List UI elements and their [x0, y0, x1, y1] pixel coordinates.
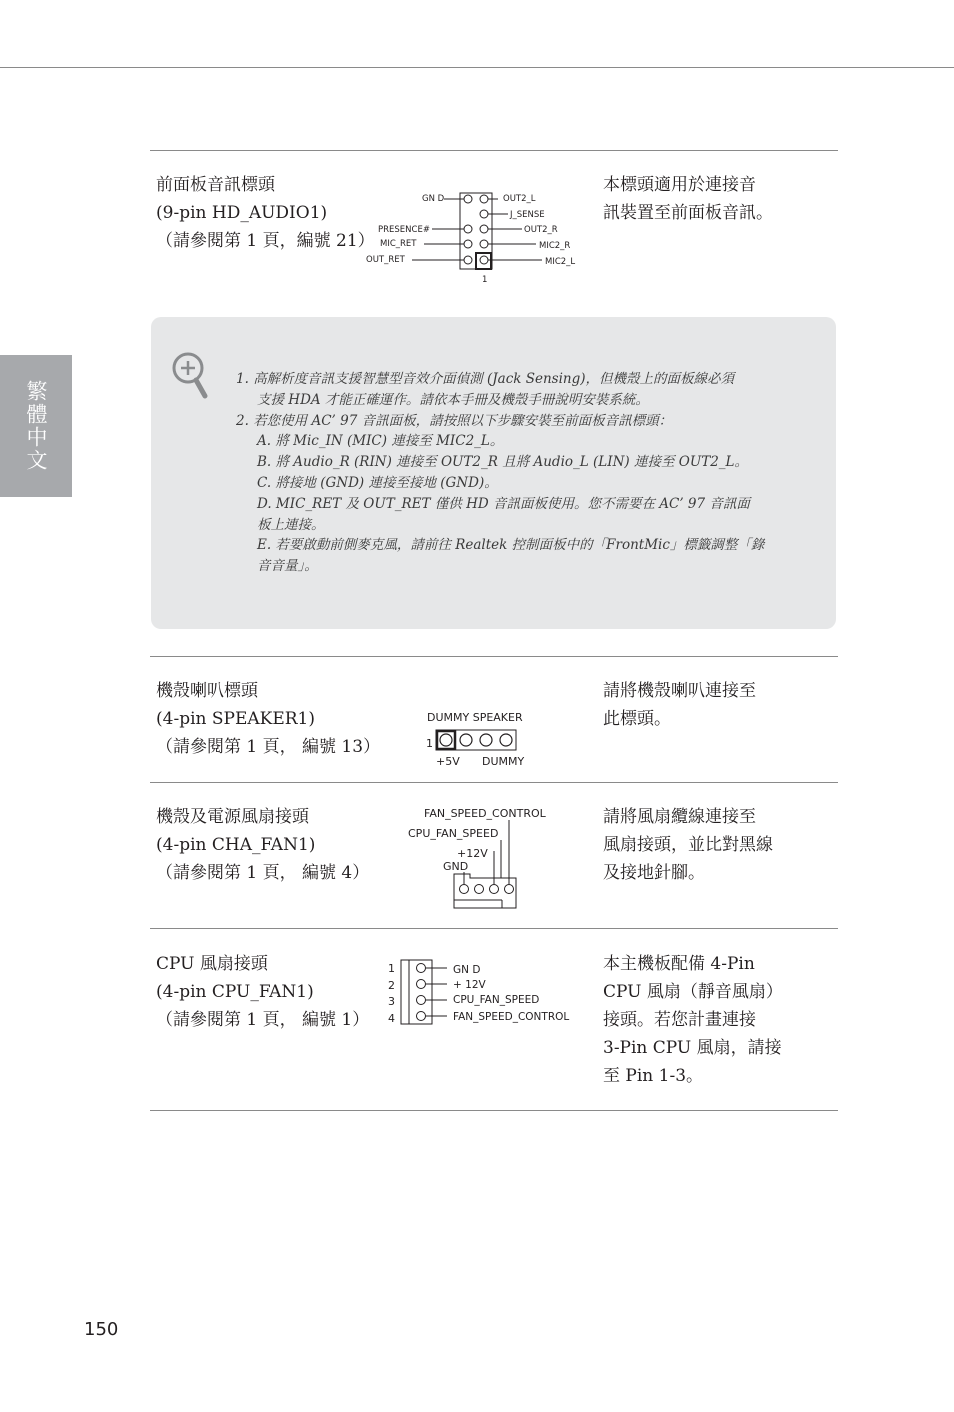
label-presence: PRESENCE# — [378, 225, 430, 235]
cha-fan-label-2: CPU_FAN_SPEED — [408, 827, 499, 840]
speaker-pin1: 1 — [426, 737, 433, 750]
page-number: 150 — [84, 1319, 119, 1340]
cha-fan-title-block — [156, 803, 369, 887]
desc-line: 及接地針腳。 — [603, 863, 705, 883]
cha-fan-title: 機殼及電源風扇接頭 — [156, 807, 309, 827]
desc-line: 請將風扇纜線連接至 — [603, 807, 756, 827]
cpu-fan-title-block — [156, 950, 369, 1034]
cpu-fan-label-3: CPU_FAN_SPEED — [453, 994, 540, 1006]
cpu-fan-diagram — [385, 955, 585, 1030]
label-gnd: GN D — [422, 194, 445, 204]
desc-line: CPU 風扇（靜音風扇） — [603, 982, 783, 1002]
speaker-description — [603, 677, 813, 733]
section-divider — [150, 656, 838, 657]
desc-line: 本主機板配備 4-Pin — [603, 954, 755, 974]
magnifier-icon — [170, 350, 210, 400]
section-divider — [150, 782, 838, 783]
desc-line: 訊裝置至前面板音訊。 — [603, 203, 773, 223]
cpu-fan-num-1: 1 — [388, 962, 395, 975]
note-num: 2. — [236, 412, 249, 429]
language-tab-label: 繁體中文 — [24, 380, 48, 472]
note-item-2 — [236, 411, 796, 432]
note-item-1 — [236, 369, 796, 390]
section-divider — [150, 1110, 838, 1111]
desc-line: 3-Pin CPU 風扇，請接 — [603, 1038, 782, 1058]
label-pin1: 1 — [482, 275, 488, 285]
note-line: 高解析度音訊支援智慧型音效介面偵測 (Jack Sensing)，但機殼上的面板線必須 — [253, 371, 735, 387]
cpu-fan-label-1: GN D — [453, 964, 481, 976]
cpu-fan-num-4: 4 — [388, 1012, 395, 1025]
section-divider — [150, 150, 838, 151]
cha-fan-diagram — [405, 802, 565, 912]
desc-line: 風扇接頭，並比對黑線 — [603, 835, 773, 855]
note-line: 支援 HDA 才能正確運作。請依本手冊及機殼手冊說明安裝系統。 — [257, 391, 649, 408]
cpu-fan-description — [603, 950, 813, 1090]
label-mic-ret: MIC_RET — [380, 239, 417, 249]
speaker-title-block — [156, 677, 380, 761]
note-step-b: B. 將 Audio_R (RIN) 連接至 OUT2_R 且將 Audio_L (LIN) 連接至 OUT2_L。 — [257, 454, 749, 471]
speaker-top-label: DUMMY SPEAKER — [427, 711, 523, 724]
desc-line: 請將機殼喇叭連接至 — [603, 681, 756, 701]
cha-fan-ref: （請參閱第 1 頁， 編號 4） — [156, 863, 370, 883]
speaker-5v: +5V — [436, 755, 460, 768]
cha-fan-label-4: GND — [443, 860, 469, 873]
label-out-ret: OUT_RET — [366, 255, 405, 265]
hd-audio-title-block — [156, 171, 375, 255]
label-out2-l: OUT2_L — [503, 194, 536, 204]
note-step-a: A. 將 Mic_IN (MIC) 連接至 MIC2_L。 — [257, 433, 504, 450]
note-num: 1. — [236, 371, 249, 387]
desc-line: 接頭。若您計畫連接 — [603, 1010, 756, 1030]
speaker-title: 機殼喇叭標頭 — [156, 681, 258, 701]
note-step-e: E. 若要啟動前側麥克風，請前往 Realtek 控制面板中的「FrontMic」標籤調整「錄 — [257, 537, 765, 554]
desc-line: 本標頭適用於連接音 — [603, 175, 756, 195]
cha-fan-description — [603, 803, 813, 887]
cha-fan-label-1: FAN_SPEED_CONTROL — [424, 807, 546, 820]
cpu-fan-title: CPU 風扇接頭 — [156, 954, 268, 974]
note-step-c: C. 將接地 (GND) 連接至接地 (GND)。 — [257, 474, 498, 491]
top-rule — [0, 67, 954, 68]
hd-audio-pin: (9-pin HD_AUDIO1) — [156, 203, 328, 223]
cpu-fan-pin: (4-pin CPU_FAN1) — [156, 982, 314, 1002]
note-step-d-cont: 板上連接。 — [257, 516, 325, 533]
cpu-fan-ref: （請參閱第 1 頁， 編號 1） — [156, 1010, 370, 1030]
label-j-sense: J_SENSE — [510, 210, 545, 220]
hd-audio-ref: （請參閱第 1 頁，編號 21） — [156, 231, 375, 251]
hd-audio-diagram — [360, 185, 590, 287]
speaker-pin: (4-pin SPEAKER1) — [156, 709, 315, 729]
label-mic2-l: MIC2_L — [545, 257, 576, 267]
desc-line: 此標頭。 — [603, 709, 671, 729]
language-side-tab — [0, 355, 72, 497]
cpu-fan-label-2: + 12V — [453, 979, 486, 991]
hd-audio-description — [603, 171, 813, 227]
cha-fan-label-3: +12V — [457, 847, 488, 860]
note-step-d: D. MIC_RET 及 OUT_RET 僅供 HD 音訊面板使用。您不需要在 AC’ 97 音訊面 — [257, 495, 750, 512]
note-list — [236, 369, 796, 577]
cpu-fan-num-2: 2 — [388, 979, 395, 992]
section-divider — [150, 928, 838, 929]
note-line: 若您使用 AC’ 97 音訊面板，請按照以下步驟安裝至前面板音訊標頭： — [253, 412, 673, 429]
speaker-dummy: DUMMY — [482, 755, 525, 768]
cha-fan-pin: (4-pin CHA_FAN1) — [156, 835, 316, 855]
speaker-diagram — [420, 706, 550, 772]
label-mic2-r: MIC2_R — [539, 241, 571, 251]
cpu-fan-num-3: 3 — [388, 995, 395, 1008]
cpu-fan-label-4: FAN_SPEED_CONTROL — [453, 1011, 570, 1023]
hd-audio-title: 前面板音訊標頭 — [156, 175, 275, 195]
speaker-ref: （請參閱第 1 頁， 編號 13） — [156, 737, 381, 757]
desc-line: 至 Pin 1-3。 — [603, 1066, 704, 1086]
note-step-e-cont: 音音量」。 — [257, 558, 318, 575]
label-out2-r: OUT2_R — [524, 225, 558, 235]
